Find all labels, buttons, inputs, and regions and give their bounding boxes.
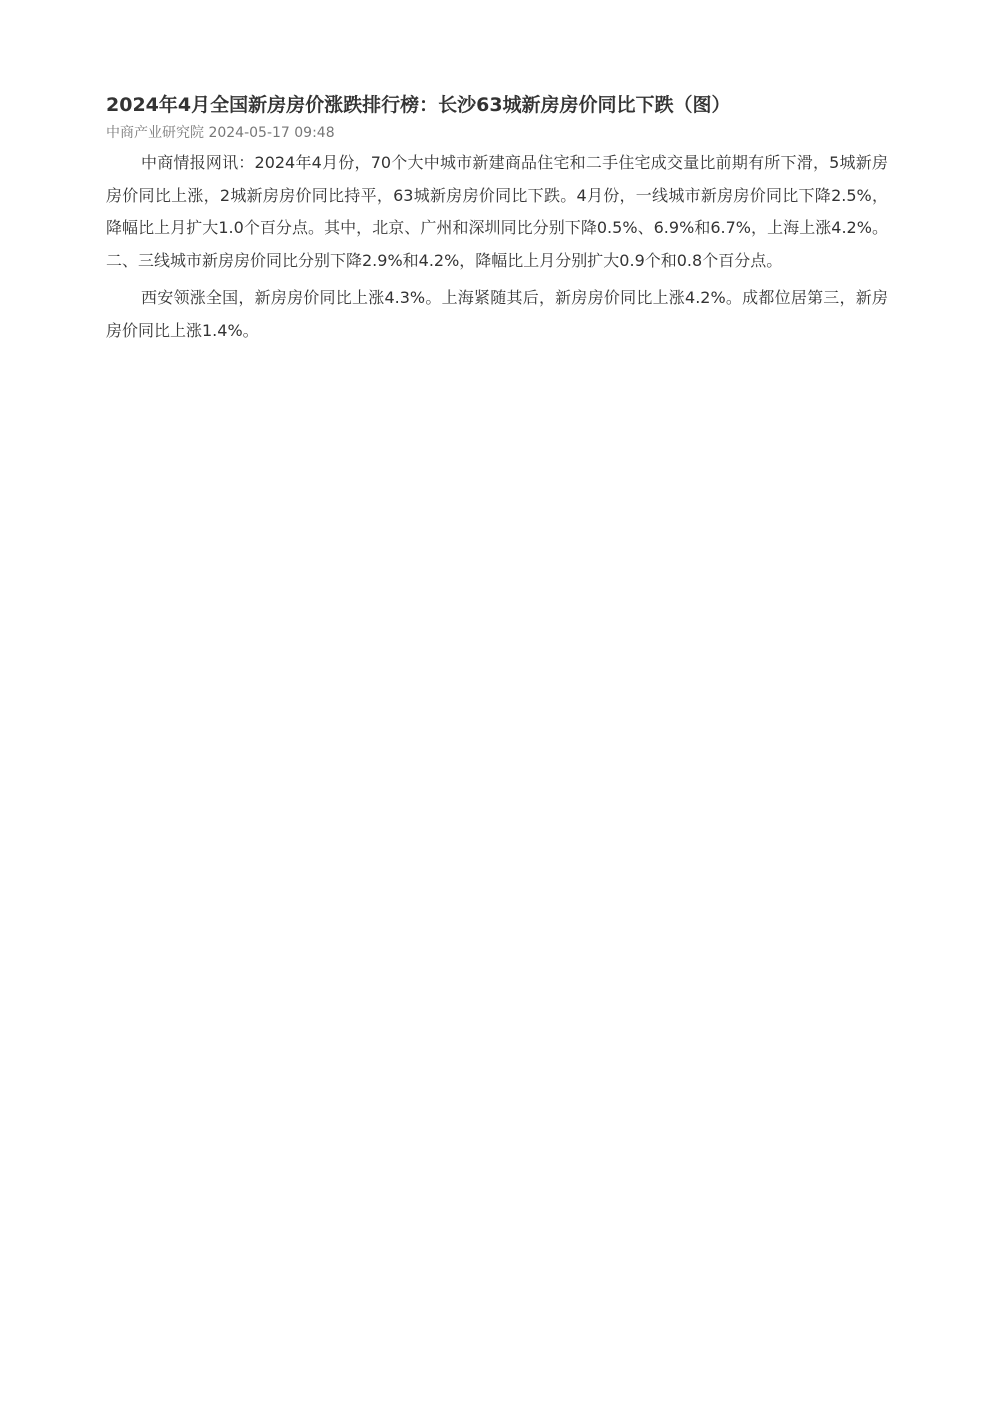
article-paragraph: 中商情报网讯：2024年4月份，70个大中城市新建商品住宅和二手住宅成交量比前期有所下滑，5城新房房价同比上涨，2城新房房价同比持平，63城新房房价同比下跌。4月份，一线城市新房房价同比下降2.5%，降幅比上月扩大1.0个百分点。其中，北京、广州和深圳同比分别下降0.5%、6.9%和6.7%，上海上涨4.2%。二、三线城市新房房价同比分别下降2.9%和4.2%，降幅比上月分别扩大0.9个和0.8个百分点。 — [106, 153, 888, 270]
article — [106, 88, 888, 353]
article-paragraph: 西安领涨全国，新房房价同比上涨4.3%。上海紧随其后，新房房价同比上涨4.2%。成都位居第三，新房房价同比上涨1.4%。 — [106, 288, 888, 340]
article-source: 中商产业研究院 — [106, 125, 204, 141]
article-title: 2024年4月全国新房房价涨跌排行榜：长沙63城新房房价同比下跌（图） — [106, 94, 731, 116]
article-meta — [106, 122, 888, 144]
article-body — [106, 147, 888, 348]
article-date: 2024-05-17 09:48 — [208, 125, 335, 141]
